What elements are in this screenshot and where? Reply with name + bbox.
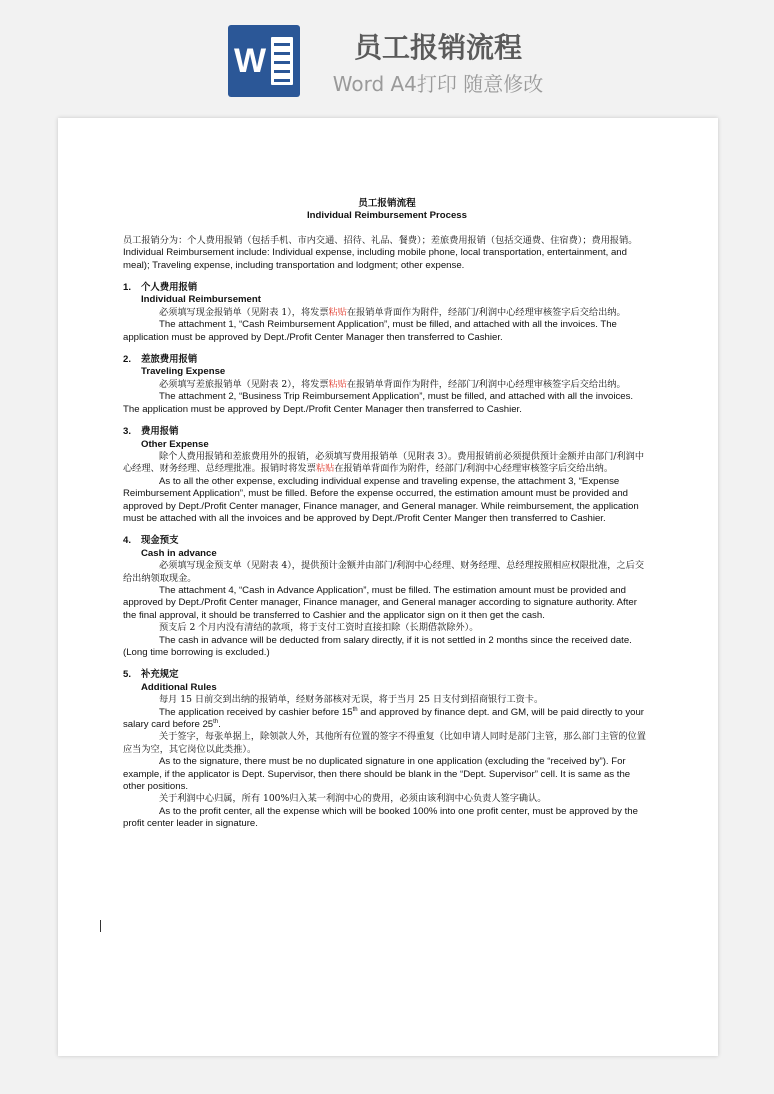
- section-2-cn: [123, 379, 651, 391]
- section-4-en-1: The attachment 4, “Cash in Advance Application”, must be filled. The estimation amount must be provided and approved by Dept./Profit Center manager, Finance manager, and General manager according to signature authority. After the final approval, it should be transferred to Cashier and the applicator sign on it then get the cash.: [123, 584, 637, 621]
- section-title-en: Traveling Expense: [141, 366, 226, 378]
- section-title-cn: 个人费用报销: [141, 282, 198, 294]
- section-number: 2.: [123, 354, 132, 366]
- highlight-text: 粘贴: [315, 463, 335, 475]
- section-2-heading: [123, 354, 651, 366]
- text-run: .: [218, 719, 221, 731]
- section-3-en: As to all the other expense, excluding individual expense and traveling expense, the attachment 3, “Expense Reimbursement Application”, must be filled. Before the expense occurred, the estimation amount must be provided and approved by Dept./Profit Center manager, Finance manager, and General manager. While reimbursement, the application must be attached with all the invoices and be approved by Dept./Profit Center Manger then transferred to Cashier.: [123, 475, 639, 524]
- header-banner: [0, 0, 774, 118]
- banner-subtitle: Word A4打印 随意修改: [332, 72, 544, 96]
- banner-title: 员工报销流程: [353, 31, 522, 64]
- section-5-cn-2: 关于签字，每张单据上，除领款人外，其他所有位置的签字不得重复（比如申请人同时是部门主管，那么部门主管的位置应当为空，其它岗位以此类推）。: [123, 731, 646, 755]
- section-5-heading: [123, 669, 651, 681]
- document-body: [123, 198, 651, 831]
- section-number: 3.: [123, 426, 132, 438]
- intro-cn: 员工报销分为：个人费用报销（包括手机、市内交通、招待、礼品、餐费）；差旅费用报销（包括交通费、住宿费）；费用报销。: [123, 234, 638, 246]
- intro-en: Individual Reimbursement include: Individual expense, including mobile phone, local transportation, entertainment, and meal); Traveling expense, including transportation and lodgment; other expense.: [123, 247, 627, 271]
- section-number: 4.: [123, 535, 132, 547]
- section-4-cn-2: 预支后 2 个月内没有清结的款项，将于支付工资时直接扣除（长期借款除外）。: [159, 622, 479, 634]
- section-number: 5.: [123, 669, 132, 681]
- document-title-cn: 员工报销流程: [358, 198, 416, 209]
- section-1-en: The attachment 1, “Cash Reimbursement Application”, must be filled, and attached with all the invoices. The application must be approved by Dept./Profit Center Manager then transferred to Cashier.: [123, 319, 617, 343]
- section-title-cn: 现金预支: [141, 535, 179, 547]
- section-1-cn: [123, 307, 651, 319]
- section-1-heading: [123, 282, 651, 294]
- text-run: 除个人费用报销和差旅费用外的报销，必须填写费用报销单（见附表 3）。费用报销前必须提供预计金额并由部门/利润中心经理、财务经理、总经理批准。报销时将发票: [123, 450, 645, 475]
- word-logo-letter: W: [234, 42, 267, 80]
- section-4-cn-1: 必须填写现金预支单（见附表 4），提供预计金额并由部门/利润中心经理、财务经理、总经理按照相应权限批准，之后交给出纳领取现金。: [123, 560, 645, 584]
- text-run: The application received by cashier before 15: [159, 706, 353, 718]
- text-run: and approved by finance dept. and GM, will be paid directly to your salary card before 25: [123, 706, 644, 731]
- section-5-en-3: As to the profit center, all the expense which will be booked 100% into one profit center, must be approved by the profit center leader in signature.: [123, 805, 638, 830]
- section-title-cn: 费用报销: [141, 426, 179, 438]
- section-4-heading: [123, 535, 651, 547]
- highlight-text: 粘贴: [328, 378, 347, 390]
- document-lines-icon: [271, 37, 293, 85]
- section-title-cn: 补充规定: [141, 669, 179, 681]
- section-5-en-2: As to the signature, there must be no duplicated signature in one application (excluding the “received by”). For example, if the applicator is Dept. Supervisor, then there should be blank in the “Dept. Supervisor” cell. It is same as the other positions.: [123, 756, 631, 793]
- highlight-text: 粘贴: [328, 306, 347, 318]
- text-run: 在报销单背面作为附件，经部门/利润中心经理审核签字后交给出纳。: [346, 306, 626, 318]
- section-title-cn: 差旅费用报销: [141, 354, 198, 366]
- text-run: 必须填写现金报销单（见附表 1），将发票: [159, 306, 329, 318]
- word-logo-icon: [228, 25, 300, 97]
- document-title-en: Individual Reimbursement Process: [307, 210, 467, 222]
- section-5-cn-3: 关于利润中心归属，所有 100%归入某一利润中心的费用，必须由该利润中心负责人签字确认。: [159, 793, 547, 805]
- superscript: th: [352, 706, 358, 713]
- text-run: 必须填写差旅报销单（见附表 2），将发票: [159, 378, 329, 390]
- section-5-cn-1: 每月 15 日前交到出纳的报销单，经财务部核对无误，将于当月 25 日支付到招商银行工资卡。: [159, 694, 544, 706]
- section-title-en: Cash in advance: [141, 547, 217, 559]
- section-3-heading: [123, 426, 651, 438]
- section-number: 1.: [123, 282, 132, 294]
- section-title-en: Individual Reimbursement: [141, 294, 261, 306]
- section-title-en: Other Expense: [141, 438, 209, 450]
- section-title-en: Additional Rules: [141, 681, 217, 693]
- text-run: 在报销单背面作为附件，经部门/利润中心经理审核签字后交给出纳。: [346, 378, 626, 390]
- section-4-en-2: The cash in advance will be deducted from salary directly, if it is not settled in 2 months since the received date. (Long time borrowing is excluded.): [123, 634, 632, 658]
- section-5-en-1: [123, 707, 651, 732]
- text-cursor: [100, 920, 101, 932]
- section-3-cn: [123, 451, 651, 476]
- section-2-en: The attachment 2, “Business Trip Reimbursement Application”, must be filled, and attached with all the invoices. The application must be approved by Dept./Profit Center Manager then transferred to Cashier.: [123, 391, 634, 415]
- superscript: th: [213, 718, 219, 725]
- document-page[interactable]: [58, 118, 718, 1056]
- text-run: 在报销单背面作为附件，经部门/利润中心经理审核签字后交给出纳。: [334, 463, 614, 475]
